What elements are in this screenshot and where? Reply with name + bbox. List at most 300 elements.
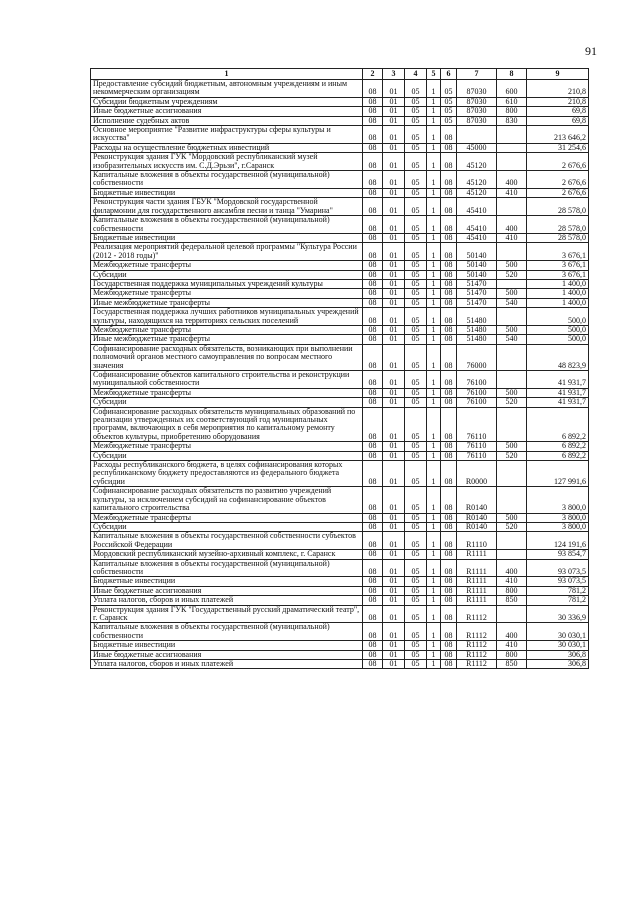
row-subsection: 01 <box>383 487 405 513</box>
row-target-code: R1112 <box>457 650 497 659</box>
row-name: Субсидии <box>91 522 363 531</box>
row-program: 05 <box>405 451 427 460</box>
row-event: 08 <box>441 660 457 669</box>
table-row <box>91 513 589 522</box>
row-expense-type: 540 <box>497 298 527 307</box>
row-target-code: 76100 <box>457 388 497 397</box>
row-name: Бюджетные инвестиции <box>91 641 363 650</box>
row-amount: 3 676,1 <box>527 270 589 279</box>
row-expense-type: 500 <box>497 289 527 298</box>
row-subprogram: 1 <box>427 596 441 605</box>
row-program: 05 <box>405 335 427 344</box>
row-subsection: 01 <box>383 233 405 242</box>
row-name: Межбюджетные трансферты <box>91 513 363 522</box>
row-expense-type: 600 <box>497 80 527 98</box>
row-program: 05 <box>405 407 427 442</box>
row-expense-type: 410 <box>497 641 527 650</box>
row-subprogram: 1 <box>427 371 441 389</box>
row-subprogram: 1 <box>427 279 441 288</box>
row-amount: 6 892,2 <box>527 451 589 460</box>
row-section: 08 <box>363 270 383 279</box>
row-section: 08 <box>363 344 383 370</box>
row-subsection: 01 <box>383 97 405 106</box>
row-event: 08 <box>441 596 457 605</box>
row-name: Софинансирование расходных обязательств муниципальных образований по реализации утвержденных их соответствующий год муниципальных программ, включающих в себя мероприятия по капитальному ремонту объектов культуры, приобретению оборудования <box>91 407 363 442</box>
row-expense-type: 410 <box>497 233 527 242</box>
row-subprogram: 1 <box>427 605 441 623</box>
row-event: 05 <box>441 97 457 106</box>
row-amount: 500,0 <box>527 308 589 326</box>
row-program: 05 <box>405 398 427 407</box>
table-row <box>91 153 589 171</box>
row-program: 05 <box>405 522 427 531</box>
row-name: Межбюджетные трансферты <box>91 261 363 270</box>
row-section: 08 <box>363 522 383 531</box>
row-subprogram: 1 <box>427 325 441 334</box>
column-header: 2 <box>363 69 383 80</box>
row-section: 08 <box>363 198 383 216</box>
row-name: Межбюджетные трансферты <box>91 388 363 397</box>
row-name: Межбюджетные трансферты <box>91 289 363 298</box>
row-program: 05 <box>405 577 427 586</box>
row-amount: 500,0 <box>527 325 589 334</box>
table-row <box>91 586 589 595</box>
row-section: 08 <box>363 586 383 595</box>
row-target-code: 50140 <box>457 270 497 279</box>
row-event: 08 <box>441 623 457 641</box>
row-expense-type <box>497 308 527 326</box>
row-amount: 213 646,2 <box>527 126 589 144</box>
row-target-code: 76000 <box>457 344 497 370</box>
row-event: 05 <box>441 107 457 116</box>
row-program: 05 <box>405 80 427 98</box>
row-section: 08 <box>363 660 383 669</box>
row-event: 08 <box>441 289 457 298</box>
row-subsection: 01 <box>383 298 405 307</box>
row-amount: 1 400,0 <box>527 289 589 298</box>
row-amount: 3 800,0 <box>527 513 589 522</box>
row-event: 08 <box>441 407 457 442</box>
row-subsection: 01 <box>383 577 405 586</box>
row-name: Мордовский республиканский музейно-архивный комплекс, г. Саранск <box>91 550 363 559</box>
row-section: 08 <box>363 577 383 586</box>
row-subprogram: 1 <box>427 451 441 460</box>
row-name: Капитальные вложения в объекты государственной (муниципальной) собственности <box>91 559 363 577</box>
row-section: 08 <box>363 126 383 144</box>
row-target-code: 51470 <box>457 289 497 298</box>
row-program: 05 <box>405 261 427 270</box>
row-amount: 28 578,0 <box>527 198 589 216</box>
row-subsection: 01 <box>383 388 405 397</box>
row-amount: 6 892,2 <box>527 442 589 451</box>
row-expense-type: 850 <box>497 596 527 605</box>
row-subsection: 01 <box>383 442 405 451</box>
column-header: 9 <box>527 69 589 80</box>
row-program: 05 <box>405 344 427 370</box>
row-target-code: R1112 <box>457 641 497 650</box>
row-amount: 3 676,1 <box>527 261 589 270</box>
row-section: 08 <box>363 116 383 125</box>
row-target-code: 76110 <box>457 407 497 442</box>
row-amount: 500,0 <box>527 335 589 344</box>
table-row <box>91 143 589 152</box>
row-amount: 41 931,7 <box>527 398 589 407</box>
row-expense-type <box>497 143 527 152</box>
row-expense-type: 520 <box>497 270 527 279</box>
row-expense-type: 500 <box>497 388 527 397</box>
row-expense-type: 520 <box>497 522 527 531</box>
row-expense-type: 830 <box>497 116 527 125</box>
row-event: 08 <box>441 442 457 451</box>
row-section: 08 <box>363 308 383 326</box>
row-target-code: R0000 <box>457 461 497 487</box>
row-subprogram: 1 <box>427 522 441 531</box>
row-target-code <box>457 126 497 144</box>
row-subsection: 01 <box>383 461 405 487</box>
row-program: 05 <box>405 198 427 216</box>
row-subsection: 01 <box>383 513 405 522</box>
budget-table <box>90 68 589 669</box>
row-name: Уплата налогов, сборов и иных платежей <box>91 596 363 605</box>
table-row <box>91 80 589 98</box>
row-expense-type: 410 <box>497 577 527 586</box>
row-event: 08 <box>441 143 457 152</box>
row-name: Расходы на осуществление бюджетных инвестиций <box>91 143 363 152</box>
row-subprogram: 1 <box>427 270 441 279</box>
row-expense-type <box>497 461 527 487</box>
row-name: Расходы республиканского бюджета, в целях софинансирования которых республиканскому бюджету предоставляются из федерального бюджета субсидии <box>91 461 363 487</box>
row-name: Софинансирование расходных обязательств по развитию учреждений культуры, за исключением субсидий на софинансирование объектов капитального строительства <box>91 487 363 513</box>
row-event: 08 <box>441 344 457 370</box>
row-target-code: 87030 <box>457 97 497 106</box>
row-amount: 31 254,6 <box>527 143 589 152</box>
row-program: 05 <box>405 388 427 397</box>
row-subprogram: 1 <box>427 233 441 242</box>
row-section: 08 <box>363 279 383 288</box>
row-subsection: 01 <box>383 216 405 234</box>
table-row <box>91 97 589 106</box>
table-row <box>91 261 589 270</box>
row-section: 08 <box>363 261 383 270</box>
row-target-code: 87030 <box>457 107 497 116</box>
row-subsection: 01 <box>383 143 405 152</box>
row-amount: 30 336,9 <box>527 605 589 623</box>
row-name: Межбюджетные трансферты <box>91 442 363 451</box>
column-header: 5 <box>427 69 441 80</box>
row-target-code: R1112 <box>457 605 497 623</box>
table-row <box>91 660 589 669</box>
row-amount: 28 578,0 <box>527 216 589 234</box>
row-name: Субсидии <box>91 270 363 279</box>
row-section: 08 <box>363 388 383 397</box>
row-amount: 2 676,6 <box>527 153 589 171</box>
row-subprogram: 1 <box>427 388 441 397</box>
row-expense-type <box>497 532 527 550</box>
row-expense-type: 540 <box>497 335 527 344</box>
table-row <box>91 371 589 389</box>
row-target-code: 50140 <box>457 243 497 261</box>
row-name: Софинансирование объектов капитального строительства и реконструкции муниципальной собственности <box>91 371 363 389</box>
row-subprogram: 1 <box>427 153 441 171</box>
row-subsection: 01 <box>383 532 405 550</box>
row-expense-type: 500 <box>497 261 527 270</box>
row-target-code: R0140 <box>457 513 497 522</box>
row-subsection: 01 <box>383 198 405 216</box>
row-subsection: 01 <box>383 660 405 669</box>
row-subprogram: 1 <box>427 216 441 234</box>
row-expense-type <box>497 407 527 442</box>
row-name: Реализация мероприятий федеральной целевой программы "Культура России (2012 - 2018 годы)" <box>91 243 363 261</box>
row-target-code: 87030 <box>457 116 497 125</box>
row-expense-type <box>497 605 527 623</box>
table-row <box>91 233 589 242</box>
row-expense-type <box>497 243 527 261</box>
row-section: 08 <box>363 596 383 605</box>
row-section: 08 <box>363 641 383 650</box>
row-subprogram: 1 <box>427 550 441 559</box>
row-target-code: R1111 <box>457 596 497 605</box>
row-target-code: 51480 <box>457 325 497 334</box>
table-body <box>91 80 589 669</box>
table-row <box>91 107 589 116</box>
row-name: Иные межбюджетные трансферты <box>91 298 363 307</box>
row-section: 08 <box>363 559 383 577</box>
row-subprogram: 1 <box>427 532 441 550</box>
row-expense-type <box>497 487 527 513</box>
row-program: 05 <box>405 126 427 144</box>
row-name: Иные бюджетные ассигнования <box>91 107 363 116</box>
table-row <box>91 461 589 487</box>
row-section: 08 <box>363 461 383 487</box>
row-program: 05 <box>405 487 427 513</box>
table-row <box>91 243 589 261</box>
row-section: 08 <box>363 623 383 641</box>
row-subsection: 01 <box>383 80 405 98</box>
row-target-code: 76110 <box>457 442 497 451</box>
row-section: 08 <box>363 371 383 389</box>
row-subsection: 01 <box>383 407 405 442</box>
column-header: 1 <box>91 69 363 80</box>
row-amount: 93 073,5 <box>527 559 589 577</box>
row-event: 08 <box>441 650 457 659</box>
table-row <box>91 641 589 650</box>
row-expense-type: 500 <box>497 513 527 522</box>
row-subprogram: 1 <box>427 586 441 595</box>
row-subprogram: 1 <box>427 243 441 261</box>
row-expense-type <box>497 126 527 144</box>
row-subsection: 01 <box>383 559 405 577</box>
row-name: Реконструкция здания ГУК "Мордовский республиканский музей изобразительных искусств им. С.Д.Эрьзи", г.Саранск <box>91 153 363 171</box>
row-program: 05 <box>405 171 427 189</box>
row-name: Бюджетные инвестиции <box>91 233 363 242</box>
row-expense-type: 800 <box>497 107 527 116</box>
row-section: 08 <box>363 532 383 550</box>
row-program: 05 <box>405 650 427 659</box>
row-amount: 3 800,0 <box>527 522 589 531</box>
row-expense-type: 500 <box>497 325 527 334</box>
row-amount: 781,2 <box>527 586 589 595</box>
row-target-code: 50140 <box>457 261 497 270</box>
row-subprogram: 1 <box>427 80 441 98</box>
row-expense-type: 400 <box>497 171 527 189</box>
row-name: Бюджетные инвестиции <box>91 188 363 197</box>
row-amount: 28 578,0 <box>527 233 589 242</box>
table-row <box>91 388 589 397</box>
table-row <box>91 577 589 586</box>
row-subsection: 01 <box>383 308 405 326</box>
row-program: 05 <box>405 605 427 623</box>
row-target-code: 76110 <box>457 451 497 460</box>
row-expense-type <box>497 153 527 171</box>
row-amount: 41 931,7 <box>527 388 589 397</box>
row-subsection: 01 <box>383 243 405 261</box>
row-subsection: 01 <box>383 261 405 270</box>
row-name: Капитальные вложения в объекты государственной (муниципальной) собственности <box>91 216 363 234</box>
row-subprogram: 1 <box>427 261 441 270</box>
row-program: 05 <box>405 559 427 577</box>
row-amount: 93 073,5 <box>527 577 589 586</box>
row-subsection: 01 <box>383 107 405 116</box>
table-row <box>91 126 589 144</box>
table-row <box>91 335 589 344</box>
row-section: 08 <box>363 97 383 106</box>
row-subprogram: 1 <box>427 641 441 650</box>
row-name: Уплата налогов, сборов и иных платежей <box>91 660 363 669</box>
row-name: Субсидии <box>91 451 363 460</box>
row-program: 05 <box>405 107 427 116</box>
row-event: 08 <box>441 335 457 344</box>
row-name: Капитальные вложения в объекты государственной (муниципальной) собственности <box>91 171 363 189</box>
row-amount: 127 991,6 <box>527 461 589 487</box>
row-event: 08 <box>441 522 457 531</box>
row-program: 05 <box>405 596 427 605</box>
row-section: 08 <box>363 143 383 152</box>
row-amount: 30 030,1 <box>527 641 589 650</box>
row-subsection: 01 <box>383 623 405 641</box>
row-program: 05 <box>405 532 427 550</box>
row-expense-type <box>497 371 527 389</box>
row-name: Субсидии бюджетным учреждениям <box>91 97 363 106</box>
row-name: Капитальные вложения в объекты государственной (муниципальной) собственности <box>91 623 363 641</box>
row-event: 08 <box>441 126 457 144</box>
row-event: 08 <box>441 153 457 171</box>
row-subprogram: 1 <box>427 398 441 407</box>
row-event: 08 <box>441 261 457 270</box>
row-expense-type: 520 <box>497 451 527 460</box>
row-name: Предоставление субсидий бюджетным, автономным учреждениям и иным некоммерческим организациям <box>91 80 363 98</box>
row-target-code: 51480 <box>457 308 497 326</box>
table-row <box>91 407 589 442</box>
row-subprogram: 1 <box>427 107 441 116</box>
column-header: 3 <box>383 69 405 80</box>
row-expense-type: 400 <box>497 559 527 577</box>
row-amount: 306,8 <box>527 660 589 669</box>
row-target-code: 45410 <box>457 198 497 216</box>
row-event: 08 <box>441 233 457 242</box>
row-name: Государственная поддержка муниципальных учреждений культуры <box>91 279 363 288</box>
row-subsection: 01 <box>383 270 405 279</box>
row-section: 08 <box>363 335 383 344</box>
row-name: Софинансирование расходных обязательств, возникающих при выполнении полномочий органов местного самоуправления по вопросам местного значения <box>91 344 363 370</box>
row-expense-type: 410 <box>497 188 527 197</box>
row-program: 05 <box>405 660 427 669</box>
row-subsection: 01 <box>383 650 405 659</box>
row-program: 05 <box>405 243 427 261</box>
row-subsection: 01 <box>383 605 405 623</box>
row-amount: 30 030,1 <box>527 623 589 641</box>
row-subprogram: 1 <box>427 407 441 442</box>
row-subsection: 01 <box>383 171 405 189</box>
row-name: Капитальные вложения в объекты государственной собственности субъектов Российской Федерации <box>91 532 363 550</box>
row-expense-type: 520 <box>497 398 527 407</box>
table-row <box>91 605 589 623</box>
row-name: Государственная поддержка лучших работников муниципальных учреждений культуры, находящихся на территориях сельских поселений <box>91 308 363 326</box>
row-name: Бюджетные инвестиции <box>91 577 363 586</box>
row-program: 05 <box>405 513 427 522</box>
table-row <box>91 532 589 550</box>
row-expense-type: 400 <box>497 216 527 234</box>
row-program: 05 <box>405 116 427 125</box>
table-row <box>91 298 589 307</box>
row-target-code: R0140 <box>457 487 497 513</box>
row-program: 05 <box>405 586 427 595</box>
column-header: 8 <box>497 69 527 80</box>
row-subsection: 01 <box>383 371 405 389</box>
row-subsection: 01 <box>383 550 405 559</box>
row-section: 08 <box>363 442 383 451</box>
row-program: 05 <box>405 325 427 334</box>
row-subsection: 01 <box>383 344 405 370</box>
row-event: 08 <box>441 279 457 288</box>
row-target-code: R1111 <box>457 577 497 586</box>
row-program: 05 <box>405 279 427 288</box>
row-expense-type <box>497 279 527 288</box>
row-target-code: 51470 <box>457 279 497 288</box>
row-expense-type <box>497 198 527 216</box>
row-target-code: R1111 <box>457 586 497 595</box>
row-subprogram: 1 <box>427 461 441 487</box>
row-event: 08 <box>441 270 457 279</box>
page-number: 91 <box>585 44 597 58</box>
row-name: Исполнение судебных актов <box>91 116 363 125</box>
row-event: 08 <box>441 243 457 261</box>
row-program: 05 <box>405 153 427 171</box>
row-subprogram: 1 <box>427 487 441 513</box>
column-header: 6 <box>441 69 457 80</box>
row-event: 08 <box>441 605 457 623</box>
row-section: 08 <box>363 216 383 234</box>
row-expense-type: 800 <box>497 650 527 659</box>
row-subprogram: 1 <box>427 344 441 370</box>
row-target-code: R0140 <box>457 522 497 531</box>
row-amount: 306,8 <box>527 650 589 659</box>
row-program: 05 <box>405 188 427 197</box>
row-amount: 210,8 <box>527 97 589 106</box>
row-event: 08 <box>441 308 457 326</box>
row-section: 08 <box>363 325 383 334</box>
row-program: 05 <box>405 461 427 487</box>
table-row <box>91 451 589 460</box>
table-row <box>91 188 589 197</box>
row-program: 05 <box>405 143 427 152</box>
row-amount: 210,8 <box>527 80 589 98</box>
column-header: 7 <box>457 69 497 80</box>
row-event: 08 <box>441 559 457 577</box>
row-subprogram: 1 <box>427 143 441 152</box>
table-row <box>91 550 589 559</box>
row-subsection: 01 <box>383 289 405 298</box>
row-program: 05 <box>405 233 427 242</box>
